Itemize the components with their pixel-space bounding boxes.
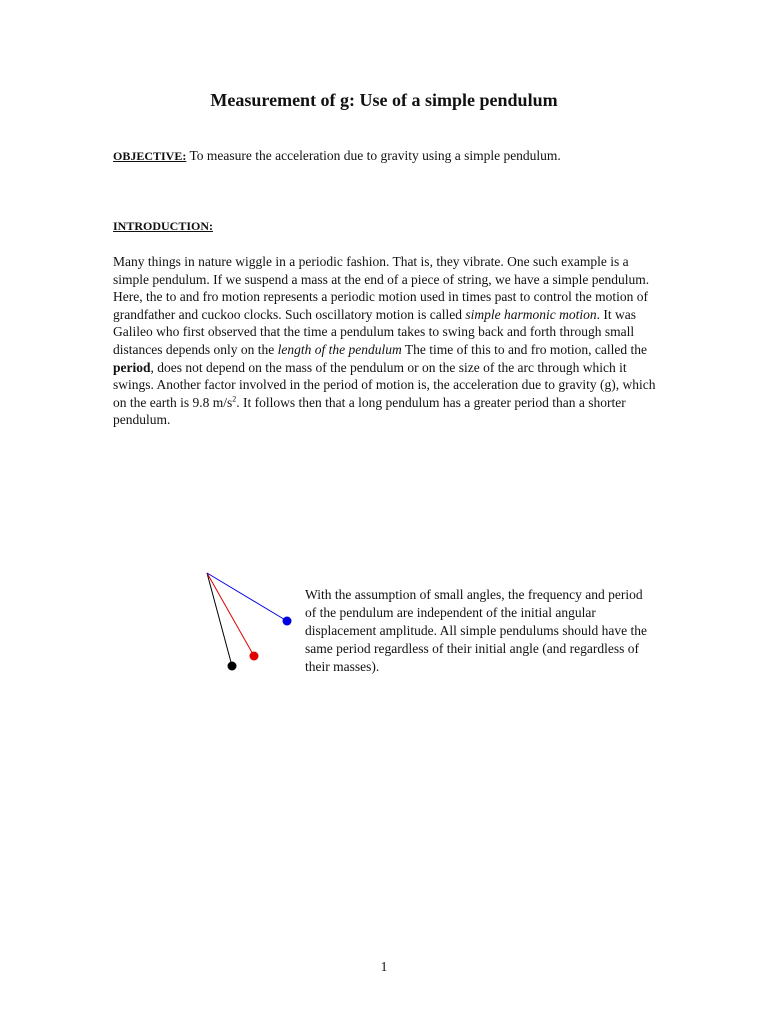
intro-text-5: . It follows then that a long pendulum has a greater period than a shorter pendulum. bbox=[113, 394, 626, 428]
intro-text-3: The time of this to and fro motion, called the bbox=[401, 341, 648, 357]
pendulum-bob-red bbox=[250, 652, 259, 661]
introduction-heading: INTRODUCTION: bbox=[113, 219, 214, 233]
page-title: Measurement of g: Use of a simple pendulum bbox=[210, 90, 558, 110]
pendulum-figure bbox=[195, 565, 305, 675]
intro-text-2: . It was Galileo who first observed that the time a pendulum takes to swing back and forth through small distances depends only on the bbox=[113, 306, 637, 357]
intro-text-4: , does not depend on the mass of the pendulum or on the size of the arc through which it swings. Another factor involved in the period of motion is, the acceleration due to gravity (g), which on the earth is 9.8 m/s bbox=[113, 359, 656, 410]
intro-bold-period: period bbox=[113, 359, 151, 375]
intro-text-1: Many things in nature wiggle in a periodic fashion. That is, they vibrate. One such example is a simple pendulum. If we suspend a mass at the end of a piece of string, we have a simple pendulum. Here, the to and fro motion represents a periodic motion used in times past to control the motion of grandfather and cuckoo clocks. Such oscillatory motion is called bbox=[113, 254, 650, 322]
page-number: 1 bbox=[380, 959, 388, 974]
pendulum-string-black bbox=[207, 573, 232, 666]
intro-emphasis-shm: simple harmonic motion bbox=[465, 306, 597, 322]
intro-emphasis-length: length of the pendulum bbox=[277, 341, 402, 357]
objective-paragraph bbox=[113, 148, 673, 164]
figure-caption: With the assumption of small angles, the frequency and period of the pendulum are independent of the initial angular displacement amplitude. All simple pendulums should have the same period regardless of their initial angle (and regardless of their masses). bbox=[305, 587, 647, 674]
pendulum-string-red bbox=[207, 573, 254, 656]
objective-label: OBJECTIVE: bbox=[113, 149, 187, 163]
introduction-paragraph bbox=[113, 253, 658, 429]
objective-text: To measure the acceleration due to gravity using a simple pendulum. bbox=[186, 148, 561, 163]
pendulum-bob-black bbox=[228, 662, 237, 671]
pendulum-bob-blue bbox=[283, 617, 292, 626]
intro-superscript: 2 bbox=[232, 394, 237, 404]
pendulum-string-blue bbox=[207, 573, 287, 621]
